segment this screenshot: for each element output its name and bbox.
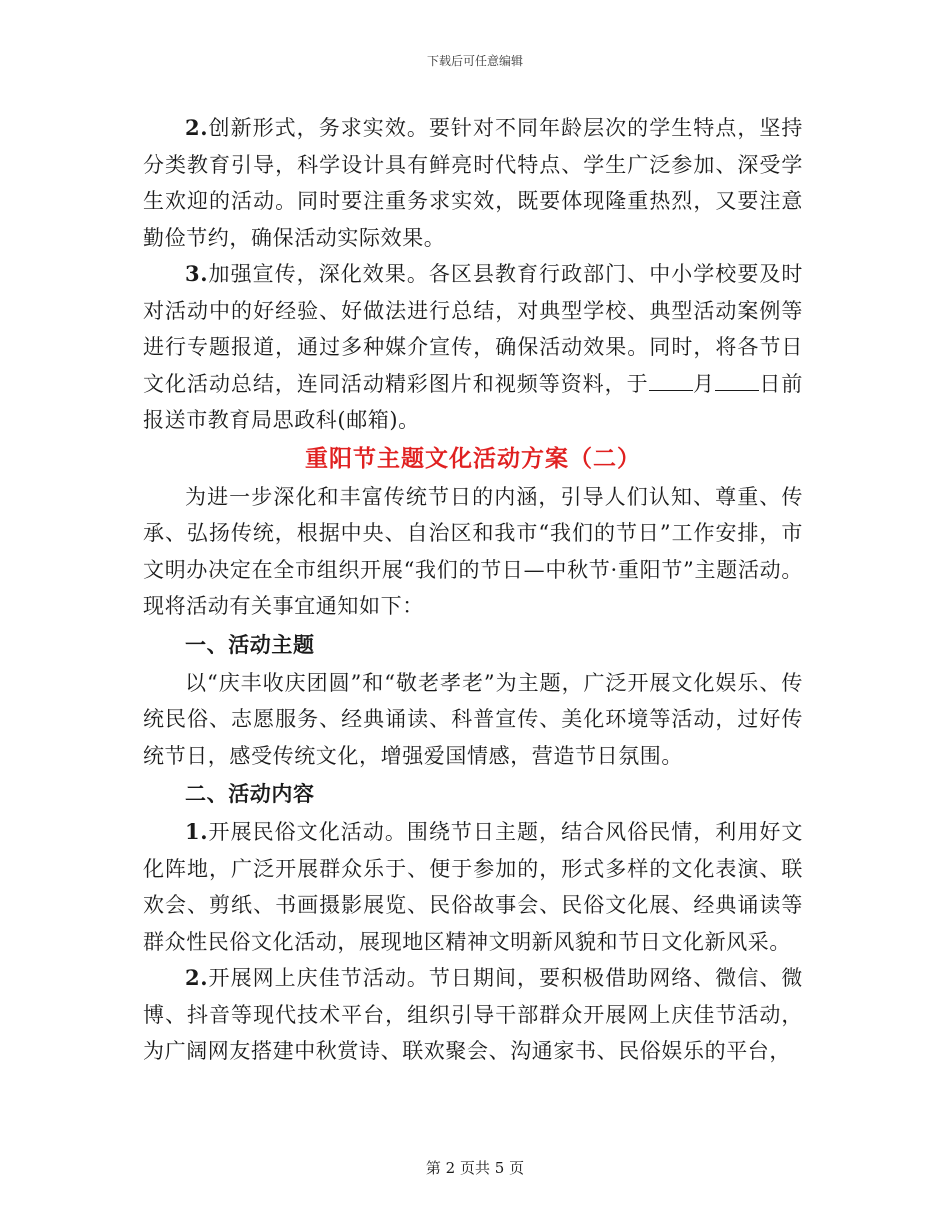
paragraph-text: 开展民俗文化活动。围绕节日主题，结合风俗民情，利用好文化阵地，广泛开展群众乐于、便于参加的，形式多样的文化表演、联欢会、剪纸、书画摄影展览、民俗故事会、民俗文化展、经典诵读等群众性民俗文化活动，展现地区精神文明新风貌和节日文化新风采。 [143,820,803,954]
paragraph-folk-culture [143,814,803,960]
paragraph-number: 1. [185,819,209,844]
paragraph-text: 开展网上庆佳节活动。节日期间，要积极借助网络、微信、微博、抖音等现代技术平台，组织引导干部群众开展网上庆佳节活动，为广阔网友搭建中秋赏诗、联欢聚会、沟通家书、民俗娱乐的平台， [143,966,803,1063]
page-footer-number: 第 2 页共 5 页 [425,1159,525,1177]
document-body [143,110,803,1070]
heading-activity-theme: 一、活动主题 [185,631,315,657]
blank-month-field [649,372,693,391]
paragraph-number: 2. [185,115,209,140]
paragraph-innovation [143,110,803,256]
paragraph-online-festival [143,960,803,1070]
month-label: 月 [692,371,716,396]
paragraph-text: 加强宣传，深化效果。各区县教育行政部门、中小学校要及时对活动中的好经验、好做法进行总结，对典型学校、典型活动案例等进行专题报道，通过多种媒介宣传，确保活动效果。同时，将各节日文化活动总结，连同活动精彩图片和视频等资料，于 [143,262,803,396]
paragraph-theme: 以“庆丰收庆团圆”和“敬老孝老”为主题，广泛开展文化娱乐、传统民俗、志愿服务、经典诵读、科普宣传、美化环境等活动，过好传统节日，感受传统文化，增强爱国情感，营造节日氛围。 [143,670,803,768]
page-header-note: 下载后可任意编辑 [426,54,523,68]
heading-activity-content: 二、活动内容 [185,781,315,806]
paragraph-number: 3. [185,261,209,286]
paragraph-text: 创新形式，务求实效。要针对不同年龄层次的学生特点，坚持分类教育引导，科学设计具有鲜亮时代特点、学生广泛参加、深受学生欢迎的活动。同时要注重务求实效，既要体现隆重热烈，又要注意勤俭节约，确保活动实际效果。 [143,116,803,250]
paragraph-publicity [143,256,803,439]
section-title: 重阳节主题文化活动方案（二） [305,444,641,472]
paragraph-intro: 为进一步深化和丰富传统节日的内涵，引导人们认知、尊重、传承、弘扬传统，根据中央、自治区和我市“我们的节日”工作安排，市文明办决定在全市组织开展“我们的节日—中秋节·重阳节”主题活动。现将活动有关事宜通知如下： [143,484,803,618]
paragraph-text-tail: 日前报送市教育局思政科(邮箱)。 [143,371,803,432]
blank-day-field [715,372,759,391]
paragraph-number: 2. [185,965,209,990]
